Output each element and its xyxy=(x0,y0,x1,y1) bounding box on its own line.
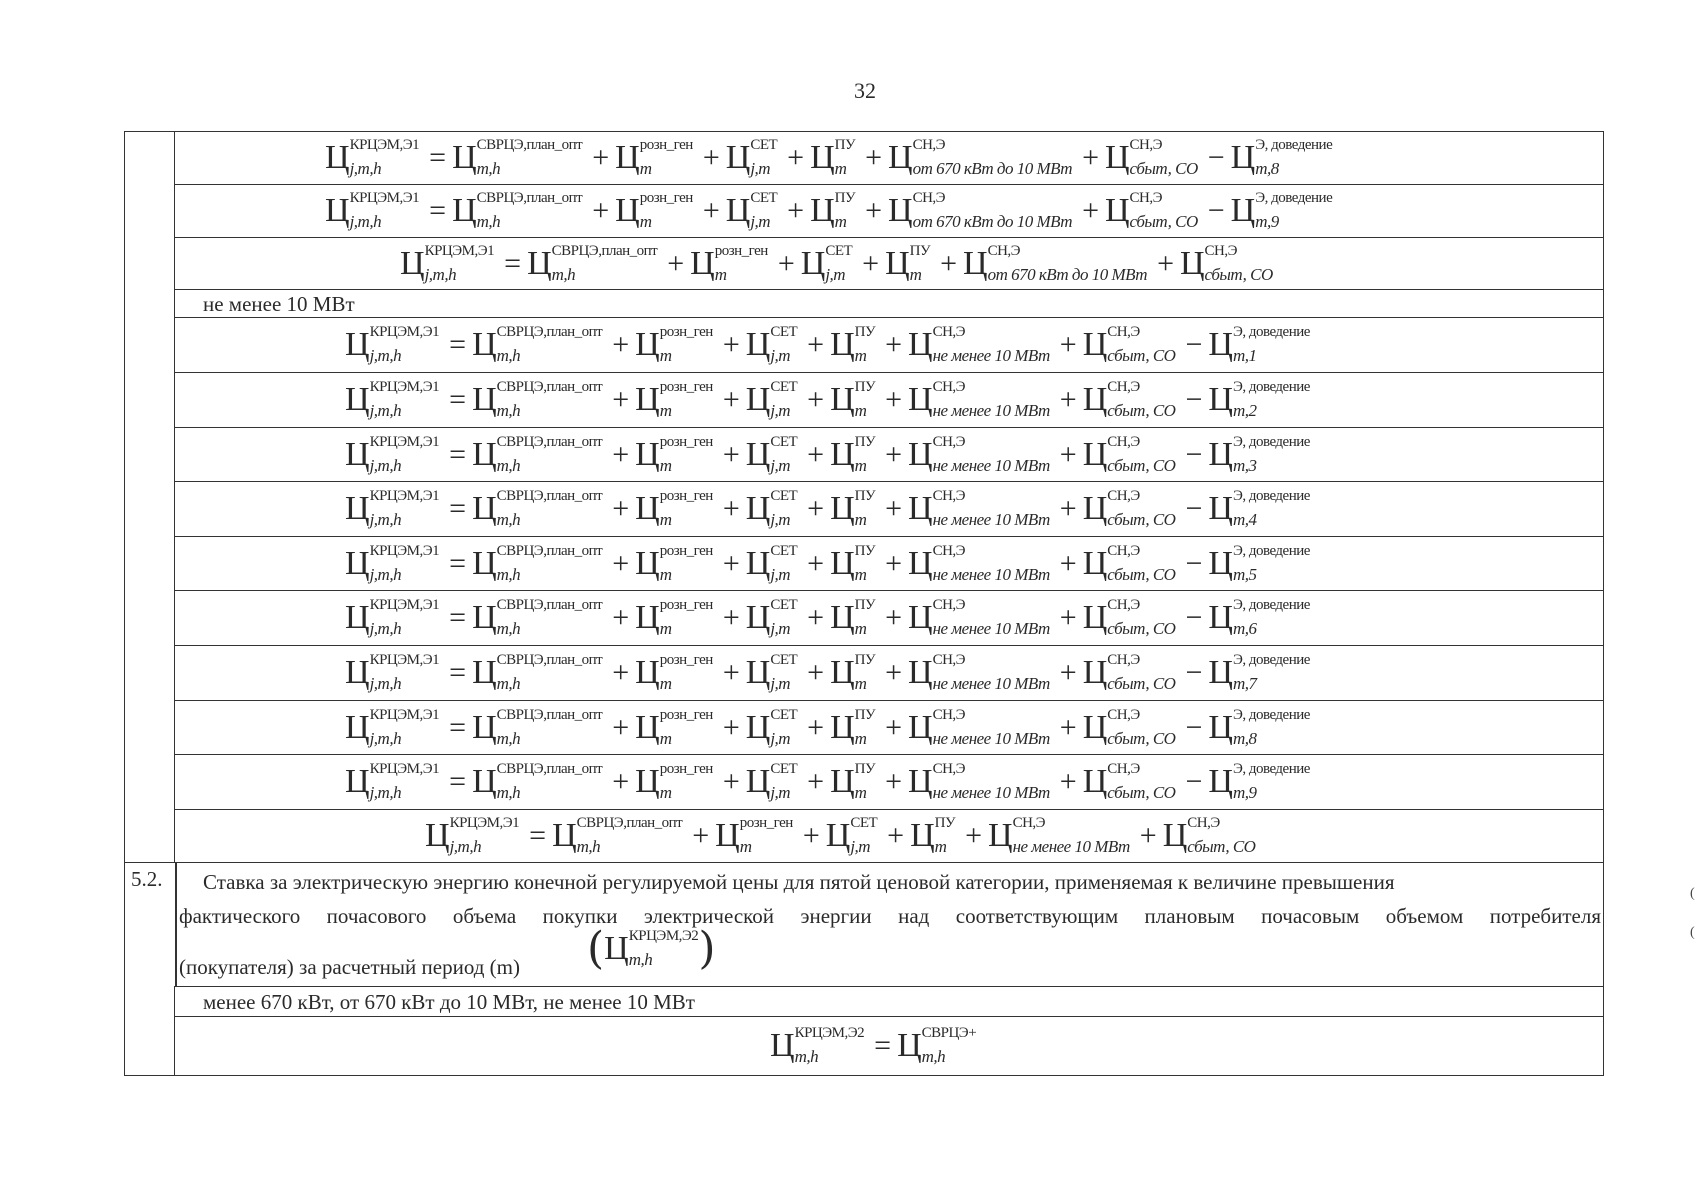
term-dov: Ц Э, доведение m,1 xyxy=(1208,324,1310,365)
section-heading-row xyxy=(174,289,1604,317)
plus-sign: + xyxy=(612,710,630,744)
plus-sign: + xyxy=(612,765,630,798)
plus-sign: + xyxy=(802,819,820,852)
term-set: Ц СЕТ j,m xyxy=(745,761,798,802)
minus-sign: − xyxy=(1185,328,1203,361)
plus-sign: + xyxy=(702,194,720,227)
term-dov: Ц Э, доведение m,5 xyxy=(1208,542,1310,584)
equals-sign: = xyxy=(449,710,467,744)
tariff-table xyxy=(124,131,1604,1076)
equals-sign: = xyxy=(449,383,467,416)
formula-row xyxy=(174,590,1604,645)
term-krc: Ц КРЦЭМ,Э1 j,m,h xyxy=(345,324,440,365)
plus-sign: + xyxy=(722,546,740,580)
formula xyxy=(345,373,1310,427)
term-dov: Ц Э, доведение m,8 xyxy=(1208,706,1310,748)
item-number: 5.2. xyxy=(131,867,163,891)
plus-sign: + xyxy=(722,328,740,361)
plus-sign: + xyxy=(692,819,710,852)
term-pu: Ц ПУ m xyxy=(830,706,876,748)
formula xyxy=(345,482,1310,536)
plus-sign: + xyxy=(722,601,740,634)
term-sbyt: Ц СН,Э сбыт, СО xyxy=(1082,652,1176,693)
term-svrc: Ц СВРЦЭ,план_опт m,h xyxy=(472,542,603,584)
plus-sign: + xyxy=(885,710,903,744)
plus-sign: + xyxy=(862,246,880,280)
term-sne: Ц СН,Э от 670 кВт до 10 МВт xyxy=(963,242,1148,284)
term-sbyt: Ц СН,Э сбыт, СО xyxy=(1104,190,1198,231)
equals-sign: = xyxy=(429,194,447,227)
equals-sign: = xyxy=(449,765,467,798)
section-heading: менее 670 кВт, от 670 кВт до 10 МВт, не менее 10 МВт xyxy=(203,990,695,1014)
term-pu: Ц ПУ m xyxy=(830,597,876,638)
plus-sign: + xyxy=(865,141,883,174)
term-rozn: Ц розн_ген m xyxy=(635,652,713,693)
plus-sign: + xyxy=(807,328,825,361)
term-svrc: Ц СВРЦЭ,план_опт m,h xyxy=(472,433,603,475)
plus-sign: + xyxy=(592,194,610,227)
term-sne: Ц СН,Э не менее 10 МВт xyxy=(908,761,1050,802)
term-sne: Ц СН,Э не менее 10 МВт xyxy=(908,542,1050,584)
formula xyxy=(345,646,1310,700)
term-krc: Ц КРЦЭМ,Э1 j,m,h xyxy=(400,242,495,284)
plus-sign: + xyxy=(667,246,685,280)
plus-sign: + xyxy=(1059,437,1077,471)
term-sne: Ц СН,Э не менее 10 МВт xyxy=(988,815,1130,856)
term-krc: Ц КРЦЭМ,Э1 j,m,h xyxy=(325,190,420,231)
term-krc: Ц КРЦЭМ,Э1 j,m,h xyxy=(345,379,440,420)
term-pu: Ц ПУ m xyxy=(885,242,931,284)
plus-sign: + xyxy=(807,765,825,798)
plus-sign: + xyxy=(1059,765,1077,798)
formula-row xyxy=(174,237,1604,289)
term-rozn: Ц розн_ген m xyxy=(635,379,713,420)
term-set: Ц СЕТ j,m xyxy=(745,324,798,365)
minus-sign: − xyxy=(1207,194,1225,227)
term-svrc: Ц СВРЦЭ,план_опт m,h xyxy=(472,488,603,529)
term-rozn: Ц розн_ген m xyxy=(635,324,713,365)
term-sbyt: Ц СН,Э сбыт, СО xyxy=(1082,597,1176,638)
formula xyxy=(325,132,1332,184)
plus-sign: + xyxy=(885,601,903,634)
term-pu: Ц ПУ m xyxy=(830,379,876,420)
plus-sign: + xyxy=(612,437,630,471)
plus-sign: + xyxy=(787,194,805,227)
formula-row xyxy=(174,372,1604,427)
plus-sign: + xyxy=(1059,546,1077,580)
term-sne: Ц СН,Э не менее 10 МВт xyxy=(908,488,1050,529)
term-rozn: Ц розн_ген m xyxy=(635,488,713,529)
equals-sign: = xyxy=(504,246,522,280)
formula xyxy=(345,537,1310,590)
term-pu: Ц ПУ m xyxy=(810,137,856,178)
minus-sign: − xyxy=(1185,492,1203,525)
formula xyxy=(325,185,1332,237)
term-rozn: Ц розн_ген m xyxy=(635,706,713,748)
plus-sign: + xyxy=(612,328,630,361)
term-sne: Ц СН,Э не менее 10 МВт xyxy=(908,706,1050,748)
term-svrc: Ц СВРЦЭ,план_опт m,h xyxy=(472,379,603,420)
term-sbyt: Ц СН,Э сбыт, СО xyxy=(1082,542,1176,584)
plus-sign: + xyxy=(807,656,825,689)
plus-sign: + xyxy=(1059,601,1077,634)
plus-sign: + xyxy=(1059,710,1077,744)
term-dov: Ц Э, доведение m,6 xyxy=(1208,597,1310,638)
formula xyxy=(345,591,1310,645)
minus-sign: − xyxy=(1185,656,1203,689)
term-pu: Ц ПУ m xyxy=(910,815,956,856)
equals-sign: = xyxy=(429,141,447,174)
term-krc: Ц КРЦЭМ,Э1 j,m,h xyxy=(345,652,440,693)
plus-sign: + xyxy=(807,383,825,416)
formula-row xyxy=(174,317,1604,372)
term-sne: Ц СН,Э от 670 кВт до 10 МВт xyxy=(888,190,1073,231)
term-set: Ц СЕТ j,m xyxy=(745,488,798,529)
formula-row xyxy=(174,131,1604,184)
term-rozn: Ц розн_ген m xyxy=(690,242,768,284)
term-pu: Ц ПУ m xyxy=(810,190,856,231)
equals-sign: = xyxy=(449,601,467,634)
term-set: Ц СЕТ j,m xyxy=(825,815,878,856)
formula xyxy=(345,428,1310,481)
formula-row xyxy=(174,184,1604,237)
formula-row xyxy=(174,809,1604,862)
term-sne: Ц СН,Э не менее 10 МВт xyxy=(908,379,1050,420)
minus-sign: − xyxy=(1185,383,1203,416)
plus-sign: + xyxy=(885,656,903,689)
term-sbyt: Ц СН,Э сбыт, СО xyxy=(1082,324,1176,365)
term-pu: Ц ПУ m xyxy=(830,488,876,529)
formula xyxy=(770,1017,976,1075)
plus-sign: + xyxy=(1139,819,1157,852)
equals-sign: = xyxy=(449,492,467,525)
plus-sign: + xyxy=(722,656,740,689)
formula xyxy=(425,810,1255,862)
term-krc: Ц КРЦЭМ,Э1 j,m,h xyxy=(345,597,440,638)
minus-sign: − xyxy=(1185,710,1203,744)
section-heading-row xyxy=(174,986,1604,1016)
term-krc: Ц КРЦЭМ,Э1 j,m,h xyxy=(325,137,420,178)
plus-sign: + xyxy=(807,437,825,471)
plus-sign: + xyxy=(592,141,610,174)
plus-sign: + xyxy=(807,492,825,525)
term-rozn: Ц розн_ген m xyxy=(635,761,713,802)
term-krc: Ц КРЦЭМ,Э1 j,m,h xyxy=(345,761,440,802)
equals-sign: = xyxy=(874,1029,892,1062)
term-set: Ц СЕТ j,m xyxy=(745,652,798,693)
term-sne: Ц СН,Э от 670 кВт до 10 МВт xyxy=(888,137,1073,178)
term-svrc: Ц СВРЦЭ,план_опт m,h xyxy=(472,324,603,365)
plus-sign: + xyxy=(722,765,740,798)
term-set: Ц СЕТ j,m xyxy=(725,137,778,178)
plus-sign: + xyxy=(1082,194,1099,227)
plus-sign: + xyxy=(702,141,720,174)
plus-sign: + xyxy=(612,601,630,634)
plus-sign: + xyxy=(1082,141,1099,174)
term-svrc: Ц СВРЦЭ,план_опт m,h xyxy=(552,815,683,856)
plus-sign: + xyxy=(612,383,630,416)
term-set: Ц СЕТ j,m xyxy=(745,433,798,475)
term-sbyt: Ц СН,Э сбыт, СО xyxy=(1082,379,1176,420)
minus-sign: − xyxy=(1185,601,1203,634)
term-rozn: Ц розн_ген m xyxy=(635,597,713,638)
term-dov: Ц Э, доведение m,9 xyxy=(1208,761,1310,802)
formula-row xyxy=(174,700,1604,754)
formula-row xyxy=(174,536,1604,590)
term-sbyt: Ц СН,Э сбыт, СО xyxy=(1082,433,1176,475)
term-sbyt: Ц СН,Э сбыт, СО xyxy=(1082,706,1176,748)
term-set: Ц СЕТ j,m xyxy=(745,597,798,638)
term-rozn: Ц розн_ген m xyxy=(615,137,693,178)
term-svrc: Ц СВРЦЭ,план_опт m,h xyxy=(527,242,658,284)
term-sbyt: Ц СН,Э сбыт, СО xyxy=(1082,488,1176,529)
term-sbyt: Ц СН,Э сбыт, СО xyxy=(1104,137,1198,178)
plus-sign: + xyxy=(722,437,740,471)
plus-sign: + xyxy=(777,246,795,280)
formula xyxy=(345,755,1310,809)
term-set: Ц СЕТ j,m xyxy=(800,242,853,284)
term-sne: Ц СН,Э не менее 10 МВт xyxy=(908,324,1050,365)
term-pu: Ц ПУ m xyxy=(830,433,876,475)
term-krc: Ц КРЦЭМ,Э1 j,m,h xyxy=(345,706,440,748)
term-krc: Ц КРЦЭМ,Э1 j,m,h xyxy=(345,542,440,584)
term-set: Ц СЕТ j,m xyxy=(745,706,798,748)
formula xyxy=(345,318,1310,372)
term-set: Ц СЕТ j,m xyxy=(745,379,798,420)
plus-sign: + xyxy=(807,601,825,634)
term-sbyt: Ц СН,Э сбыт, СО xyxy=(1162,815,1256,856)
plus-sign: + xyxy=(885,383,903,416)
close-paren: ) xyxy=(698,923,716,974)
term-svrc: Ц СВРЦЭ,план_опт m,h xyxy=(452,190,583,231)
term-pu: Ц ПУ m xyxy=(830,652,876,693)
term-pu: Ц ПУ m xyxy=(830,542,876,584)
term-krc2: Ц КРЦЭМ,Э2 m,h xyxy=(770,1025,865,1066)
item-text-line2: фактического почасового объема покупки электрической энергии над соответствующим плановым почасовым объемом потребителя xyxy=(179,904,1601,928)
minus-sign: − xyxy=(1185,546,1203,580)
plus-sign: + xyxy=(885,492,903,525)
plus-sign: + xyxy=(807,546,825,580)
formula xyxy=(345,701,1310,754)
formula-row xyxy=(174,645,1604,700)
formula-row xyxy=(174,754,1604,809)
term-rozn: Ц розн_ген m xyxy=(635,542,713,584)
term-dov: Ц Э, доведение m,8 xyxy=(1230,137,1333,178)
term-set: Ц СЕТ j,m xyxy=(725,190,778,231)
term-sbyt: Ц СН,Э сбыт, СО xyxy=(1082,761,1176,802)
term-rozn: Ц розн_ген m xyxy=(715,815,793,856)
plus-sign: + xyxy=(1059,656,1077,689)
term-dov: Ц Э, доведение m,4 xyxy=(1208,488,1310,529)
term-set: Ц СЕТ j,m xyxy=(745,542,798,584)
item-text-line1: Ставка за электрическую энергию конечной регулируемой цены для пятой ценовой категории, применяемая к величине превышения xyxy=(203,870,1395,894)
term-krc: Ц КРЦЭМ,Э1 j,m,h xyxy=(345,433,440,475)
plus-sign: + xyxy=(612,492,630,525)
plus-sign: + xyxy=(885,437,903,471)
margin-mark: ( xyxy=(1690,925,1695,940)
formula xyxy=(400,238,1273,289)
term-dov: Ц Э, доведение m,7 xyxy=(1208,652,1310,693)
term-svrc: Ц СВРЦЭ,план_опт m,h xyxy=(472,652,603,693)
plus-sign: + xyxy=(722,710,740,744)
plus-sign: + xyxy=(787,141,805,174)
formula-row xyxy=(174,427,1604,481)
plus-sign: + xyxy=(807,710,825,744)
formula-row xyxy=(174,1016,1604,1076)
plus-sign: + xyxy=(865,194,883,227)
term-sne: Ц СН,Э не менее 10 МВт xyxy=(908,433,1050,475)
plus-sign: + xyxy=(885,546,903,580)
plus-sign: + xyxy=(722,492,740,525)
term-svrc: Ц СВРЦЭ,план_опт m,h xyxy=(452,137,583,178)
plus-sign: + xyxy=(612,656,630,689)
plus-sign: + xyxy=(1059,328,1077,361)
term-sne: Ц СН,Э не менее 10 МВт xyxy=(908,652,1050,693)
formula-row xyxy=(174,481,1604,536)
equals-sign: = xyxy=(449,437,467,471)
plus-sign: + xyxy=(612,546,630,580)
term-dov: Ц Э, доведение m,9 xyxy=(1230,190,1333,231)
plus-sign: + xyxy=(1059,383,1077,416)
plus-sign: + xyxy=(940,246,958,280)
margin-mark: ( xyxy=(1690,886,1695,901)
term-pu: Ц ПУ m xyxy=(830,324,876,365)
minus-sign: − xyxy=(1185,437,1203,471)
open-paren: ( xyxy=(587,923,605,974)
item-5-2-row xyxy=(124,862,1604,986)
term-krc: Ц КРЦЭМ,Э1 j,m,h xyxy=(345,488,440,529)
term-pu: Ц ПУ m xyxy=(830,761,876,802)
plus-sign: + xyxy=(1157,246,1174,280)
term-svrc: Ц СВРЦЭ,план_опт m,h xyxy=(472,597,603,638)
term-sne: Ц СН,Э не менее 10 МВт xyxy=(908,597,1050,638)
equals-sign: = xyxy=(529,819,547,852)
equals-sign: = xyxy=(449,546,467,580)
plus-sign: + xyxy=(1059,492,1077,525)
equals-sign: = xyxy=(449,328,467,361)
plus-sign: + xyxy=(722,383,740,416)
term-rozn: Ц розн_ген m xyxy=(615,190,693,231)
term-rozn: Ц розн_ген m xyxy=(635,433,713,475)
term-dov: Ц Э, доведение m,2 xyxy=(1208,379,1310,420)
equals-sign: = xyxy=(449,656,467,689)
term-svrc: Ц СВРЦЭ,план_опт m,h xyxy=(472,761,603,802)
page-number: 32 xyxy=(854,78,876,103)
term-svrc-plus: Ц СВРЦЭ+ m,h xyxy=(897,1025,977,1066)
term-svrc: Ц СВРЦЭ,план_опт m,h xyxy=(472,706,603,748)
minus-sign: − xyxy=(1207,141,1225,174)
plus-sign: + xyxy=(887,819,905,852)
plus-sign: + xyxy=(885,328,903,361)
term-dov: Ц Э, доведение m,3 xyxy=(1208,433,1310,475)
item-text-line3: (покупателя) за расчетный период (m) xyxy=(179,955,520,979)
section-heading: не менее 10 МВт xyxy=(203,292,355,316)
rate-symbol: ( Ц КРЦЭМ,Э2 m,h ) xyxy=(587,923,716,974)
term-sbyt: Ц СН,Э сбыт, СО xyxy=(1179,242,1273,284)
column-divider xyxy=(175,863,177,986)
term-krc: Ц КРЦЭМ,Э1 j,m,h xyxy=(425,815,520,856)
plus-sign: + xyxy=(965,819,983,852)
plus-sign: + xyxy=(885,765,903,798)
minus-sign: − xyxy=(1185,765,1203,798)
